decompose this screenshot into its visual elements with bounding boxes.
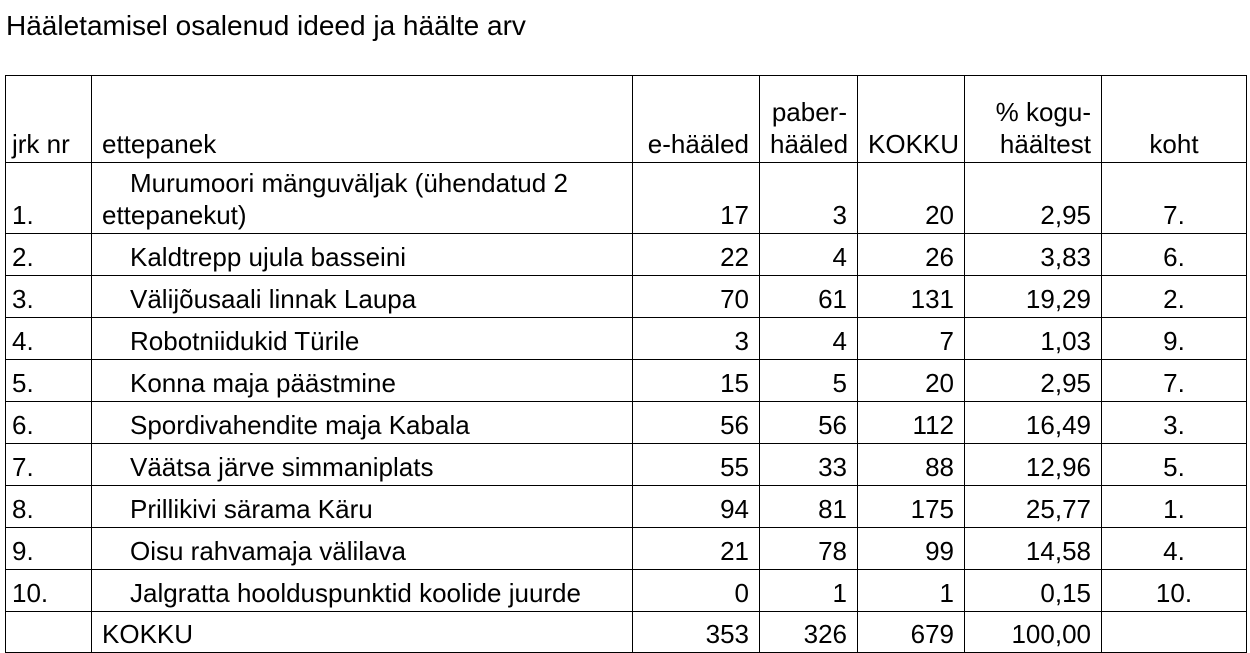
row-proposal <box>92 163 633 234</box>
row-number: 5. <box>6 360 92 402</box>
row-e-votes: 22 <box>633 234 760 276</box>
row-rank: 10. <box>1102 570 1247 612</box>
table-row <box>6 318 1247 360</box>
row-rank: 5. <box>1102 444 1247 486</box>
row-paper-votes: 4 <box>760 318 858 360</box>
row-e-votes: 70 <box>633 276 760 318</box>
row-rank: 3. <box>1102 402 1247 444</box>
row-paper-votes: 56 <box>760 402 858 444</box>
row-paper-votes: 61 <box>760 276 858 318</box>
row-rank: 7. <box>1102 360 1247 402</box>
row-paper-votes: 33 <box>760 444 858 486</box>
row-paper-votes: 4 <box>760 234 858 276</box>
row-e-votes: 55 <box>633 444 760 486</box>
row-e-votes: 21 <box>633 528 760 570</box>
row-number: 10. <box>6 570 92 612</box>
totals-total: 679 <box>858 612 965 653</box>
row-proposal: Prillikivi särama Käru <box>92 486 633 528</box>
row-percent: 16,49 <box>965 402 1102 444</box>
header-row <box>6 76 1247 163</box>
row-proposal-line2: ettepanekut) <box>102 200 247 230</box>
row-e-votes: 0 <box>633 570 760 612</box>
row-proposal: Jalgratta hoolduspunktid koolide juurde <box>92 570 633 612</box>
header-proposal: ettepanek <box>92 76 633 163</box>
row-rank: 7. <box>1102 163 1247 234</box>
row-total: 20 <box>858 163 965 234</box>
table-row <box>6 486 1247 528</box>
row-e-votes: 3 <box>633 318 760 360</box>
table-row <box>6 234 1247 276</box>
header-jrk: jrk nr <box>6 76 92 163</box>
row-number: 6. <box>6 402 92 444</box>
row-proposal: Välijõusaali linnak Laupa <box>92 276 633 318</box>
row-percent: 2,95 <box>965 360 1102 402</box>
header-total: KOKKU <box>858 76 965 163</box>
row-number: 8. <box>6 486 92 528</box>
table-row <box>6 360 1247 402</box>
row-percent: 2,95 <box>965 163 1102 234</box>
row-proposal: Spordivahendite maja Kabala <box>92 402 633 444</box>
row-paper-votes: 78 <box>760 528 858 570</box>
header-percent <box>965 76 1102 163</box>
row-percent: 12,96 <box>965 444 1102 486</box>
row-proposal: Kaldtrepp ujula basseini <box>92 234 633 276</box>
row-percent: 14,58 <box>965 528 1102 570</box>
page-title: Hääletamisel osalenud ideed ja häälte arv <box>6 10 526 41</box>
row-total: 99 <box>858 528 965 570</box>
row-proposal: Konna maja päästmine <box>92 360 633 402</box>
row-proposal: Väätsa järve simmaniplats <box>92 444 633 486</box>
row-rank: 9. <box>1102 318 1247 360</box>
header-e-votes: e-hääled <box>633 76 760 163</box>
header-paper-votes <box>760 76 858 163</box>
votes-table <box>5 75 1247 653</box>
header-rank: koht <box>1102 76 1247 163</box>
row-rank: 1. <box>1102 486 1247 528</box>
totals-rank-empty <box>1102 612 1247 653</box>
row-percent: 0,15 <box>965 570 1102 612</box>
row-paper-votes: 1 <box>760 570 858 612</box>
row-total: 1 <box>858 570 965 612</box>
row-proposal: Oisu rahvamaja välilava <box>92 528 633 570</box>
table-row <box>6 528 1247 570</box>
row-number: 4. <box>6 318 92 360</box>
row-percent: 25,77 <box>965 486 1102 528</box>
totals-percent: 100,00 <box>965 612 1102 653</box>
totals-paper-votes: 326 <box>760 612 858 653</box>
row-rank: 4. <box>1102 528 1247 570</box>
row-paper-votes: 5 <box>760 360 858 402</box>
row-total: 20 <box>858 360 965 402</box>
row-paper-votes: 81 <box>760 486 858 528</box>
row-number: 9. <box>6 528 92 570</box>
row-number: 7. <box>6 444 92 486</box>
row-number: 2. <box>6 234 92 276</box>
row-e-votes: 94 <box>633 486 760 528</box>
row-total: 26 <box>858 234 965 276</box>
row-total: 175 <box>858 486 965 528</box>
header-paper-line1: paber- <box>771 97 847 127</box>
row-number: 1. <box>6 163 92 234</box>
table-row <box>6 444 1247 486</box>
table-row <box>6 402 1247 444</box>
row-e-votes: 17 <box>633 163 760 234</box>
row-proposal-line1: Murumoori mänguväljak (ühendatud 2 <box>130 168 568 198</box>
row-rank: 6. <box>1102 234 1247 276</box>
row-total: 112 <box>858 402 965 444</box>
row-proposal: Robotniidukid Türile <box>92 318 633 360</box>
header-percent-line2: häältest <box>999 129 1091 159</box>
header-paper-line2: hääled <box>770 129 849 159</box>
header-percent-line1: % kogu- <box>995 97 1091 127</box>
row-total: 88 <box>858 444 965 486</box>
row-e-votes: 56 <box>633 402 760 444</box>
table-row <box>6 570 1247 612</box>
row-percent: 19,29 <box>965 276 1102 318</box>
row-number: 3. <box>6 276 92 318</box>
row-rank: 2. <box>1102 276 1247 318</box>
totals-jrk-empty <box>6 612 92 653</box>
table-row <box>6 276 1247 318</box>
row-e-votes: 15 <box>633 360 760 402</box>
totals-row <box>6 612 1247 653</box>
row-paper-votes: 3 <box>760 163 858 234</box>
table-row <box>6 163 1247 234</box>
row-total: 131 <box>858 276 965 318</box>
row-total: 7 <box>858 318 965 360</box>
totals-label: KOKKU <box>92 612 633 653</box>
totals-e-votes: 353 <box>633 612 760 653</box>
row-percent: 1,03 <box>965 318 1102 360</box>
row-percent: 3,83 <box>965 234 1102 276</box>
